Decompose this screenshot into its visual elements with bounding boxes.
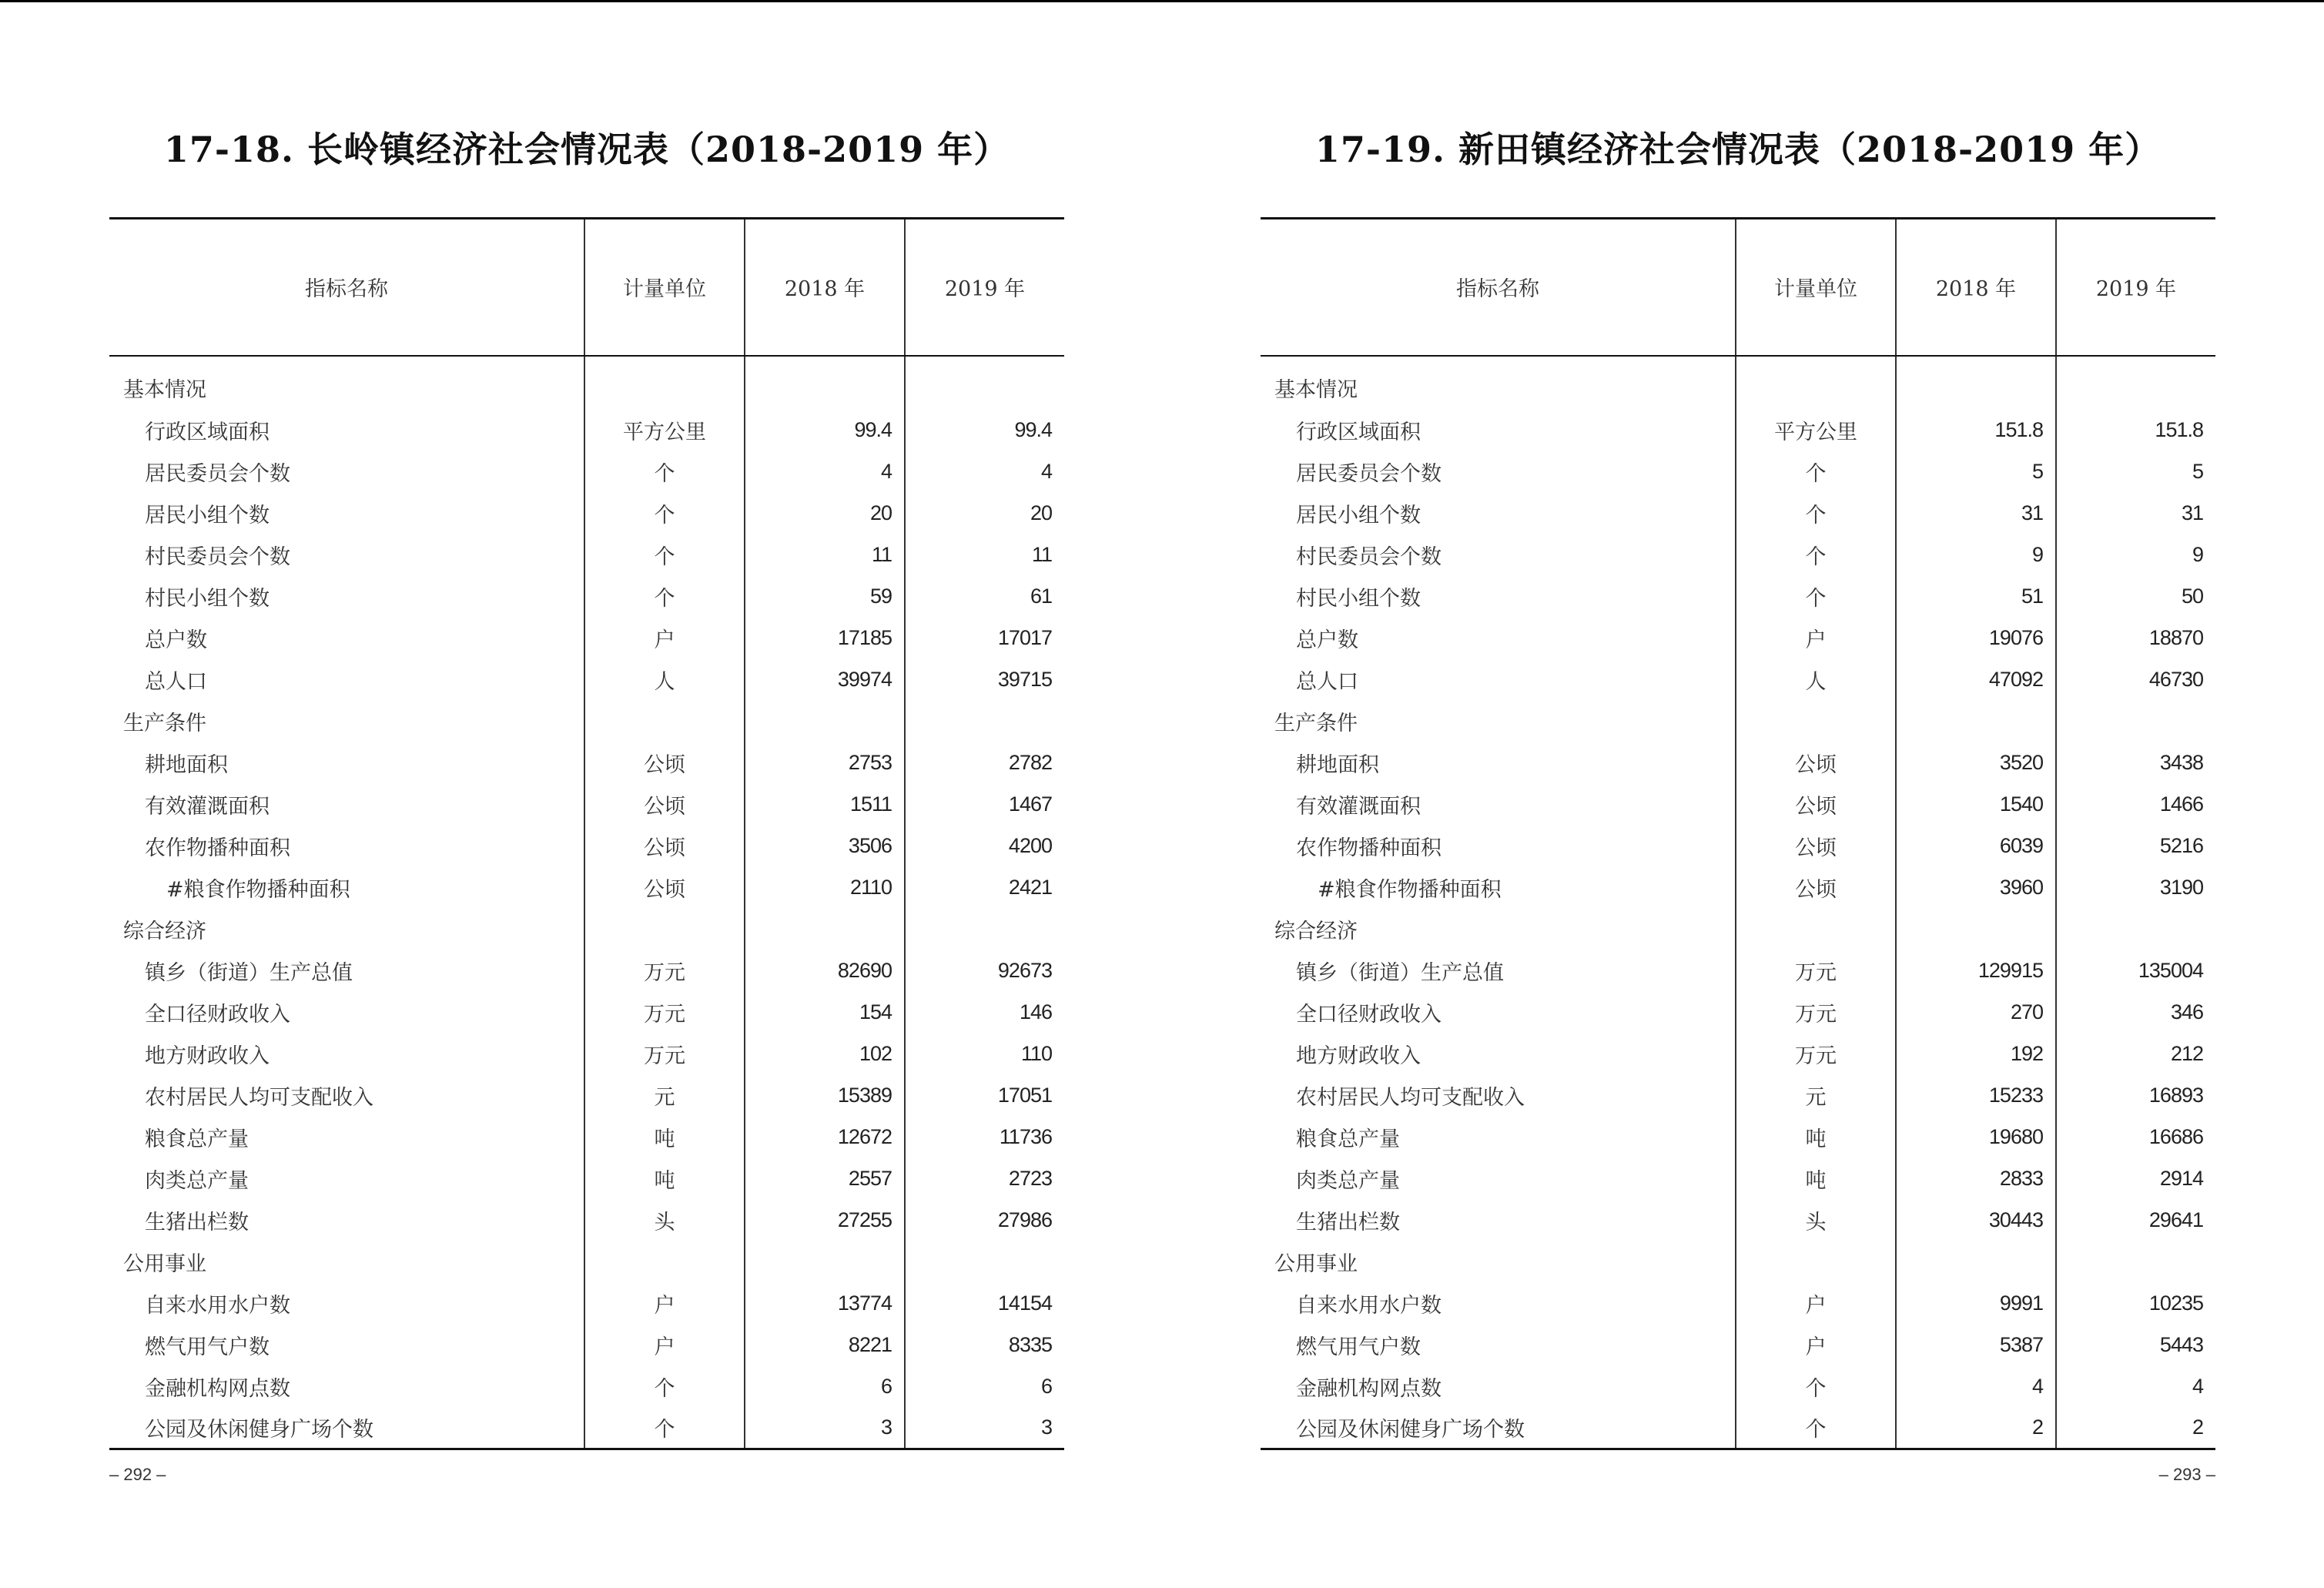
header-unit: 计量单位 [1736, 219, 1896, 356]
value-2018: 1511 [745, 784, 905, 826]
value-2018: 5 [1896, 451, 2056, 493]
section-row [109, 909, 1064, 950]
section-heading: 生产条件 [123, 712, 206, 735]
value-2018: 27255 [745, 1200, 905, 1241]
value-2018 [1896, 1241, 2056, 1283]
value-2018: 15233 [1896, 1075, 2056, 1117]
section-row [1261, 356, 2215, 410]
indicator-name: 农作物播种面积 [145, 836, 290, 860]
indicator-name: 耕地面积 [145, 753, 228, 777]
value-2018: 2 [1896, 1408, 2056, 1449]
table-row [109, 493, 1064, 534]
table-row [109, 1158, 1064, 1200]
table-row [109, 742, 1064, 784]
value-2019: 17051 [905, 1075, 1064, 1117]
value-2019: 5 [2056, 451, 2215, 493]
value-2019: 16893 [2056, 1075, 2215, 1117]
unit-cell: 个 [1736, 534, 1896, 576]
unit-cell: 个 [584, 1408, 745, 1449]
value-2018 [745, 909, 905, 950]
value-2018 [745, 356, 905, 410]
unit-cell [1736, 1241, 1896, 1283]
indicator-name: 居民小组个数 [1296, 504, 1421, 528]
section-heading: 基本情况 [123, 378, 206, 402]
unit-cell: 元 [584, 1075, 745, 1117]
table-row [109, 784, 1064, 826]
table-row [109, 950, 1064, 992]
indicator-name: 自来水用水户数 [1296, 1294, 1442, 1318]
stats-table [109, 217, 1064, 1450]
unit-cell: 平方公里 [584, 410, 745, 451]
table-row [1261, 618, 2215, 659]
value-2019 [905, 1241, 1064, 1283]
page-title: 17-19. 新田镇经济社会情况表（2018-2019 年） [1314, 129, 2162, 170]
table-row [1261, 826, 2215, 867]
indicator-name: 粮食总产量 [1296, 1127, 1400, 1151]
value-2018: 51 [1896, 576, 2056, 618]
indicator-name: 村民委员会个数 [145, 545, 290, 569]
unit-cell: 个 [1736, 1366, 1896, 1408]
section-row [1261, 701, 2215, 742]
value-2019: 4 [2056, 1366, 2215, 1408]
indicator-name: 地方财政收入 [1296, 1044, 1421, 1068]
unit-cell [1736, 356, 1896, 410]
value-2019: 4200 [905, 826, 1064, 867]
value-2018: 129915 [1896, 950, 2056, 992]
value-2019: 2782 [905, 742, 1064, 784]
unit-cell: 公顷 [1736, 826, 1896, 867]
unit-cell [1736, 909, 1896, 950]
value-2019: 5216 [2056, 826, 2215, 867]
value-2019: 46730 [2056, 659, 2215, 701]
value-2018: 270 [1896, 992, 2056, 1034]
table-row [1261, 1075, 2215, 1117]
header-2019: 2019 年 [905, 219, 1064, 356]
section-row [109, 1241, 1064, 1283]
table-row [1261, 451, 2215, 493]
value-2019: 29641 [2056, 1200, 2215, 1241]
table-row [1261, 1200, 2215, 1241]
unit-cell: 户 [584, 1283, 745, 1325]
table-row [109, 826, 1064, 867]
value-2018: 2110 [745, 867, 905, 909]
table-row [1261, 1158, 2215, 1200]
unit-cell: 人 [1736, 659, 1896, 701]
header-indicator-name: 指标名称 [109, 219, 584, 356]
value-2019: 20 [905, 493, 1064, 534]
indicator-name: 居民委员会个数 [145, 462, 290, 486]
table-row [109, 1200, 1064, 1241]
unit-cell: 户 [584, 1325, 745, 1366]
value-2019: 3190 [2056, 867, 2215, 909]
value-2018: 39974 [745, 659, 905, 701]
value-2019: 92673 [905, 950, 1064, 992]
table-body [1261, 356, 2215, 1449]
value-2018: 6 [745, 1366, 905, 1408]
section-row [1261, 1241, 2215, 1283]
unit-cell: 元 [1736, 1075, 1896, 1117]
indicator-name: 村民小组个数 [1296, 587, 1421, 611]
value-2019: 99.4 [905, 410, 1064, 451]
table-row [109, 1034, 1064, 1075]
value-2019: 1467 [905, 784, 1064, 826]
value-2019: 110 [905, 1034, 1064, 1075]
value-2019 [905, 909, 1064, 950]
value-2019: 9 [2056, 534, 2215, 576]
value-2018: 17185 [745, 618, 905, 659]
indicator-name: 全口径财政收入 [1296, 1003, 1442, 1027]
unit-cell: 公顷 [1736, 742, 1896, 784]
unit-cell: 公顷 [584, 784, 745, 826]
table-row [1261, 992, 2215, 1034]
indicator-name: 总人口 [145, 670, 207, 694]
table-row [1261, 534, 2215, 576]
unit-cell: 吨 [584, 1158, 745, 1200]
table-row [1261, 1283, 2215, 1325]
unit-cell: 万元 [1736, 1034, 1896, 1075]
table-row [109, 1325, 1064, 1366]
value-2018 [745, 701, 905, 742]
table-row [1261, 493, 2215, 534]
indicator-name: 肉类总产量 [145, 1169, 249, 1193]
table-row [109, 1408, 1064, 1449]
value-2019: 27986 [905, 1200, 1064, 1241]
indicator-name: 村民委员会个数 [1296, 545, 1442, 569]
unit-cell: 户 [584, 618, 745, 659]
value-2018 [1896, 701, 2056, 742]
table-row [109, 576, 1064, 618]
value-2018: 9991 [1896, 1283, 2056, 1325]
unit-cell: 公顷 [584, 826, 745, 867]
value-2018: 20 [745, 493, 905, 534]
table-header-row [109, 219, 1064, 356]
value-2018: 8221 [745, 1325, 905, 1366]
value-2019: 61 [905, 576, 1064, 618]
section-heading: 综合经济 [123, 920, 206, 943]
value-2018 [745, 1241, 905, 1283]
table-row [1261, 742, 2215, 784]
value-2019: 2723 [905, 1158, 1064, 1200]
table-row [109, 534, 1064, 576]
indicator-name: 有效灌溉面积 [145, 795, 270, 819]
section-heading: 公用事业 [123, 1252, 206, 1276]
unit-cell: 个 [1736, 451, 1896, 493]
value-2018: 2753 [745, 742, 905, 784]
value-2019: 135004 [2056, 950, 2215, 992]
indicator-name: #粮食作物播种面积 [1318, 878, 1502, 902]
indicator-name: #粮食作物播种面积 [166, 878, 350, 902]
table-row [109, 618, 1064, 659]
unit-cell: 公顷 [1736, 867, 1896, 909]
value-2019: 11 [905, 534, 1064, 576]
value-2019: 10235 [2056, 1283, 2215, 1325]
value-2019: 2914 [2056, 1158, 2215, 1200]
indicator-name: 农村居民人均可支配收入 [1296, 1086, 1525, 1110]
value-2019: 31 [2056, 493, 2215, 534]
value-2018: 102 [745, 1034, 905, 1075]
value-2018: 3 [745, 1408, 905, 1449]
value-2019 [2056, 909, 2215, 950]
unit-cell: 户 [1736, 1325, 1896, 1366]
table-row [109, 1366, 1064, 1408]
unit-cell: 万元 [584, 950, 745, 992]
indicator-name: 生猪出栏数 [145, 1211, 249, 1235]
unit-cell [584, 701, 745, 742]
value-2018: 9 [1896, 534, 2056, 576]
header-indicator-name: 指标名称 [1261, 219, 1736, 356]
value-2019: 17017 [905, 618, 1064, 659]
value-2019 [2056, 701, 2215, 742]
value-2019: 151.8 [2056, 410, 2215, 451]
indicator-name: 金融机构网点数 [1296, 1377, 1442, 1401]
value-2018: 6039 [1896, 826, 2056, 867]
section-heading: 基本情况 [1274, 378, 1358, 402]
value-2019: 2421 [905, 867, 1064, 909]
unit-cell: 个 [584, 576, 745, 618]
unit-cell: 万元 [584, 992, 745, 1034]
unit-cell: 个 [1736, 1408, 1896, 1449]
table-row [1261, 1366, 2215, 1408]
value-2019 [2056, 1241, 2215, 1283]
value-2018: 13774 [745, 1283, 905, 1325]
indicator-name: 行政区域面积 [145, 420, 270, 444]
table-row [109, 1283, 1064, 1325]
value-2019: 1466 [2056, 784, 2215, 826]
unit-cell: 头 [1736, 1200, 1896, 1241]
indicator-name: 农作物播种面积 [1296, 836, 1442, 860]
value-2018: 4 [745, 451, 905, 493]
table-row [1261, 867, 2215, 909]
indicator-name: 镇乡（街道）生产总值 [145, 961, 353, 985]
value-2018: 11 [745, 534, 905, 576]
value-2018: 15389 [745, 1075, 905, 1117]
value-2018: 151.8 [1896, 410, 2056, 451]
value-2018: 3960 [1896, 867, 2056, 909]
value-2019: 3 [905, 1408, 1064, 1449]
value-2018: 47092 [1896, 659, 2056, 701]
value-2018: 192 [1896, 1034, 2056, 1075]
indicator-name: 农村居民人均可支配收入 [145, 1086, 373, 1110]
value-2019: 3438 [2056, 742, 2215, 784]
table-row [1261, 1325, 2215, 1366]
value-2019: 39715 [905, 659, 1064, 701]
value-2018: 1540 [1896, 784, 2056, 826]
unit-cell: 头 [584, 1200, 745, 1241]
value-2018: 82690 [745, 950, 905, 992]
header-2019: 2019 年 [2056, 219, 2215, 356]
unit-cell: 万元 [1736, 992, 1896, 1034]
indicator-name: 居民委员会个数 [1296, 462, 1442, 486]
value-2019 [905, 701, 1064, 742]
value-2019 [2056, 356, 2215, 410]
table-row [1261, 410, 2215, 451]
unit-cell: 户 [1736, 1283, 1896, 1325]
unit-cell: 公顷 [1736, 784, 1896, 826]
table-row [109, 992, 1064, 1034]
table-row [109, 1117, 1064, 1158]
table-row [1261, 576, 2215, 618]
unit-cell: 平方公里 [1736, 410, 1896, 451]
table-row [109, 410, 1064, 451]
section-row [109, 701, 1064, 742]
value-2019: 6 [905, 1366, 1064, 1408]
value-2019: 346 [2056, 992, 2215, 1034]
value-2018: 154 [745, 992, 905, 1034]
indicator-name: 金融机构网点数 [145, 1377, 290, 1401]
table-row [1261, 1117, 2215, 1158]
indicator-name: 生猪出栏数 [1296, 1211, 1400, 1235]
indicator-name: 居民小组个数 [145, 504, 270, 528]
indicator-name: 镇乡（街道）生产总值 [1296, 961, 1504, 985]
table-row [1261, 1408, 2215, 1449]
unit-cell [584, 909, 745, 950]
value-2018: 3506 [745, 826, 905, 867]
table-row [1261, 784, 2215, 826]
value-2018: 5387 [1896, 1325, 2056, 1366]
unit-cell: 公顷 [584, 867, 745, 909]
value-2018: 3520 [1896, 742, 2056, 784]
indicator-name: 耕地面积 [1296, 753, 1379, 777]
indicator-name: 行政区域面积 [1296, 420, 1421, 444]
indicator-name: 总户数 [145, 628, 207, 652]
page-title: 17-18. 长岭镇经济社会情况表（2018-2019 年） [163, 129, 1010, 170]
value-2019 [905, 356, 1064, 410]
unit-cell: 万元 [584, 1034, 745, 1075]
table-row [1261, 659, 2215, 701]
table-header-row [1261, 219, 2215, 356]
value-2018: 30443 [1896, 1200, 2056, 1241]
indicator-name: 粮食总产量 [145, 1127, 249, 1151]
unit-cell: 个 [584, 493, 745, 534]
indicator-name: 总人口 [1296, 670, 1358, 694]
page-number: – 292 – [109, 1465, 166, 1484]
value-2019: 50 [2056, 576, 2215, 618]
unit-cell: 个 [1736, 493, 1896, 534]
unit-cell [584, 1241, 745, 1283]
header-2018: 2018 年 [1896, 219, 2056, 356]
unit-cell: 个 [584, 1366, 745, 1408]
value-2018: 2833 [1896, 1158, 2056, 1200]
value-2019: 5443 [2056, 1325, 2215, 1366]
table-row [109, 867, 1064, 909]
table-row [1261, 950, 2215, 992]
table-body [109, 356, 1064, 1449]
header-2018: 2018 年 [745, 219, 905, 356]
value-2018: 31 [1896, 493, 2056, 534]
unit-cell: 公顷 [584, 742, 745, 784]
unit-cell: 个 [1736, 576, 1896, 618]
unit-cell: 个 [584, 534, 745, 576]
unit-cell: 万元 [1736, 950, 1896, 992]
section-row [109, 356, 1064, 410]
table-row [1261, 1034, 2215, 1075]
table-row [109, 1075, 1064, 1117]
value-2019: 2 [2056, 1408, 2215, 1449]
unit-cell [584, 356, 745, 410]
value-2018: 19680 [1896, 1117, 2056, 1158]
top-border-line [0, 0, 2324, 2]
value-2018: 99.4 [745, 410, 905, 451]
unit-cell: 吨 [1736, 1158, 1896, 1200]
indicator-name: 燃气用气户数 [145, 1335, 270, 1359]
value-2018: 59 [745, 576, 905, 618]
section-heading: 公用事业 [1274, 1252, 1358, 1276]
indicator-name: 燃气用气户数 [1296, 1335, 1421, 1359]
indicator-name: 村民小组个数 [145, 587, 270, 611]
indicator-name: 自来水用水户数 [145, 1294, 290, 1318]
value-2019: 18870 [2056, 618, 2215, 659]
value-2019: 11736 [905, 1117, 1064, 1158]
indicator-name: 公园及休闲健身广场个数 [1261, 1408, 1736, 1449]
value-2018 [1896, 909, 2056, 950]
value-2019: 16686 [2056, 1117, 2215, 1158]
value-2019: 146 [905, 992, 1064, 1034]
value-2018: 12672 [745, 1117, 905, 1158]
value-2018: 19076 [1896, 618, 2056, 659]
header-unit: 计量单位 [584, 219, 745, 356]
stats-table [1261, 217, 2215, 1450]
indicator-name: 全口径财政收入 [145, 1003, 290, 1027]
indicator-name: 地方财政收入 [145, 1044, 270, 1068]
unit-cell: 个 [584, 451, 745, 493]
value-2019: 212 [2056, 1034, 2215, 1075]
value-2018: 4 [1896, 1366, 2056, 1408]
unit-cell [1736, 701, 1896, 742]
value-2018: 2557 [745, 1158, 905, 1200]
indicator-name: 公园及休闲健身广场个数 [109, 1408, 584, 1449]
section-row [1261, 909, 2215, 950]
table-row [109, 659, 1064, 701]
unit-cell: 吨 [584, 1117, 745, 1158]
page-number: – 293 – [2158, 1465, 2215, 1484]
value-2018 [1896, 356, 2056, 410]
section-heading: 综合经济 [1274, 920, 1358, 943]
indicator-name: 总户数 [1296, 628, 1358, 652]
unit-cell: 户 [1736, 618, 1896, 659]
indicator-name: 有效灌溉面积 [1296, 795, 1421, 819]
table-row [109, 451, 1064, 493]
value-2019: 4 [905, 451, 1064, 493]
unit-cell: 人 [584, 659, 745, 701]
value-2019: 8335 [905, 1325, 1064, 1366]
indicator-name: 肉类总产量 [1296, 1169, 1400, 1193]
value-2019: 14154 [905, 1283, 1064, 1325]
unit-cell: 吨 [1736, 1117, 1896, 1158]
section-heading: 生产条件 [1274, 712, 1358, 735]
